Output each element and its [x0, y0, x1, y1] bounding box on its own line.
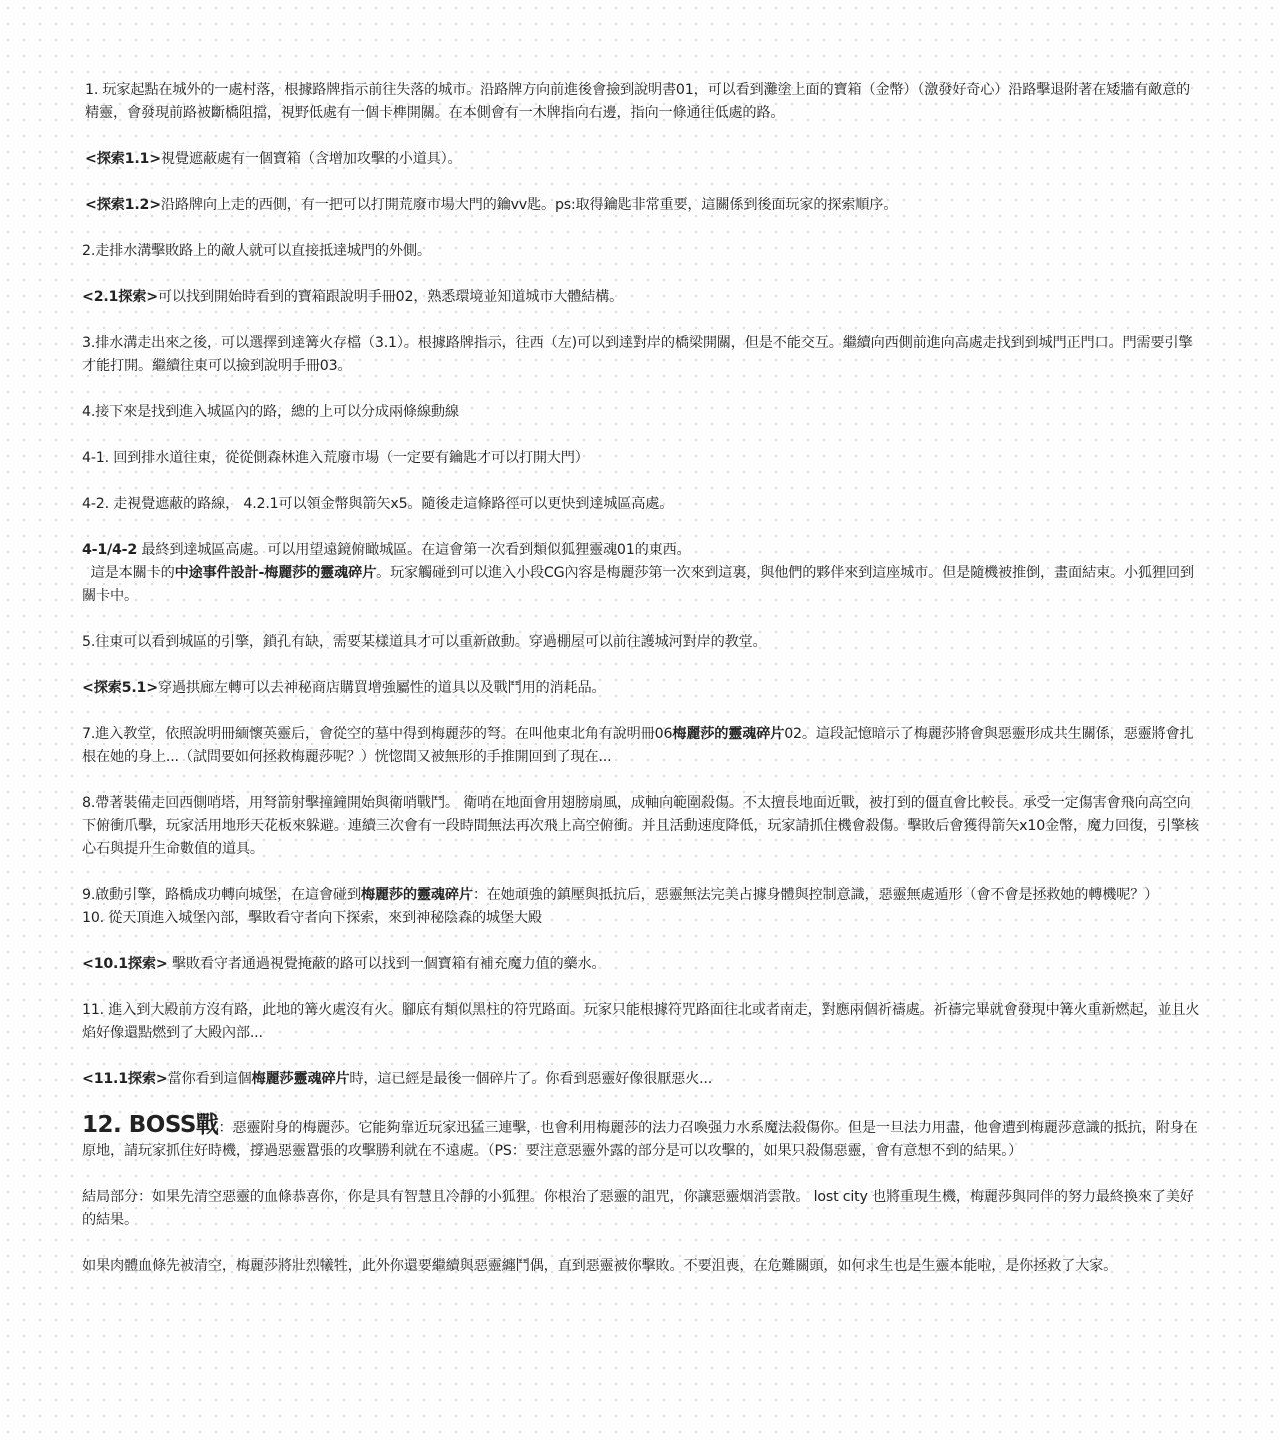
bold-label: <11.1探索> [82, 1071, 168, 1087]
walkthrough-document [82, 79, 1200, 1301]
paragraph-p12 [82, 631, 1200, 654]
bold-label: <探索1.2> [85, 197, 161, 213]
paragraph-p18 [82, 953, 1200, 976]
paragraph-p3 [82, 194, 1200, 217]
paragraph-p22 [82, 1186, 1200, 1232]
text-run: 7.進入教堂，依照說明冊緬懷英靈后，會從空的墓中得到梅麗莎的弩。在叫他東北角有說明冊06 [82, 726, 673, 742]
bold-label: 4-1/4-2 [82, 542, 138, 558]
paragraph-p15 [82, 792, 1200, 861]
paragraph-p10 [82, 539, 1200, 562]
bold-label: 中途事件設計-梅麗莎的靈魂碎片 [174, 565, 377, 581]
bold-label: 梅麗莎的靈魂碎片 [672, 726, 785, 742]
bold-label: <10.1探索> [82, 956, 168, 972]
text-run: 當你看到這個 [167, 1071, 252, 1087]
boss-heading: 12. BOSS戰 [82, 1112, 219, 1138]
text-run: 4.接下來是找到進入城區內的路，總的上可以分成兩條線動線 [82, 404, 459, 420]
text-run: 9.啟動引擎，路橋成功轉向城堡，在這會碰到 [82, 887, 361, 903]
paragraph-p20 [82, 1068, 1200, 1091]
text-run: 。玩家觸碰到可以進入小段CG內容是梅麗莎第一次來到這裏，與他們的夥伴來到這座城市。但是隨機被推倒，畫面結束。小狐狸回到關卡中。 [82, 565, 1194, 604]
text-run: ：惡靈附身的梅麗莎。它能夠靠近玩家迅猛三連擊，也會利用梅麗莎的法力召喚强力水系魔法殺傷你。但是一旦法力用盡，他會遭到梅麗莎意識的抵抗，附身在原地，請玩家抓住好時機，撐過惡靈囂張的攻擊勝利就在不遠處。（PS：要注意惡靈外露的部分是可以攻擊的，如果只殺傷惡靈，會有意想不到的結果。） [82, 1120, 1198, 1159]
paragraph-p4 [82, 240, 1200, 263]
text-run: 8.帶著裝備走回西側哨塔，用弩箭射擊撞鐘開始與衛哨戰鬥。 衛哨在地面會用翅膀扇風，成軸向範圍殺傷。不太擅長地面近戰，被打到的僵直會比較長。承受一定傷害會飛向高空向下俯衝爪擊，玩家活用地形天花板來躲避。連續三次會有一段時間無法再次飛上高空俯衝。并且活動速度降低，玩家請抓住機會殺傷。擊敗后會獲得箭矢x10金幣，魔力回復，引擎核心石與提升生命數值的道具。 [82, 795, 1199, 857]
paragraph-p13 [82, 677, 1200, 700]
text-run: 結局部分：如果先清空惡靈的血條恭喜你，你是具有智慧且冷靜的小狐狸。你根治了惡靈的詛咒，你讓惡靈烟消雲散。 lost city 也將重現生機，梅麗莎與同伴的努力最終換來了美好的結果。 [82, 1189, 1194, 1228]
paragraph-p21 [82, 1114, 1200, 1163]
paragraph-p6 [82, 332, 1200, 378]
text-run: 4-1. 回到排水道往東，從從側森林進入荒廢市場（一定要有鑰匙才可以打開大門） [82, 450, 589, 466]
text-run: 這是本關卡的 [82, 565, 175, 581]
text-run: 5.往東可以看到城區的引擎，鎖孔有缺，需要某樣道具才可以重新啟動。穿過棚屋可以前往護城河對岸的教堂。 [82, 634, 767, 650]
bold-label: <探索5.1> [82, 680, 158, 696]
paragraph-p8 [82, 447, 1200, 470]
paragraph-p9 [82, 493, 1200, 516]
paragraph-p5 [82, 286, 1200, 309]
text-run: 4-2. 走視覺遮蔽的路線， 4.2.1可以領金幣與箭矢x5。隨後走這條路徑可以更快到達城區高處。 [82, 496, 674, 512]
text-run: 3.排水溝走出來之後，可以選擇到達篝火存檔（3.1）。根據路牌指示，往西（左)可以到達對岸的橋梁開關，但是不能交互。繼續向西側前進向高處走找到到城門正門口。門需要引擎才能打開。繼續往東可以撿到說明手冊03。 [82, 335, 1193, 374]
text-run: 最終到達城區高處。可以用望遠鏡俯瞰城區。在這會第一次看到類似狐狸靈魂01的東西。 [137, 542, 691, 558]
paragraph-p23 [82, 1255, 1200, 1278]
text-run: 11. 進入到大殿前方沒有路，此地的篝火處沒有火。腳底有類似黑柱的符咒路面。玩家只能根據符咒路面往北或者南走，對應兩個祈禱處。祈禱完畢就會發現中篝火重新燃起，並且火焰好像還點燃到了大殿內部... [82, 1002, 1200, 1041]
text-run: 可以找到開始時看到的寶箱跟說明手冊02，熟悉環境並知道城市大體結構。 [157, 289, 624, 305]
text-run: 視覺遮蔽處有一個寶箱（含增加攻擊的小道具）。 [160, 151, 462, 167]
bold-label: <2.1探索> [82, 289, 158, 305]
text-run: 02。這段記憶暗示了梅麗莎將會與惡靈形成共生關係，惡靈將會扎根在她的身上...（試問要如何拯救梅麗莎呢？）恍惚間又被無形的手推開回到了現在... [82, 726, 1194, 765]
text-run: 10. 從天頂進入城堡內部，擊敗看守者向下探索，來到神秘陰森的城堡大殿 [82, 910, 542, 926]
bold-label: <探索1.1> [85, 151, 161, 167]
text-run: 時，這已經是最後一個碎片了。你看到惡靈好像很厭惡火... [349, 1071, 713, 1087]
text-run: 1. 玩家起點在城外的一處村落，根據路牌指示前往失落的城市。沿路牌方向前進後會撿到說明書01，可以看到灘塗上面的寶箱（金幣）（激發好奇心）沿路擊退附著在矮牆有敵意的精靈，會發現前路被斷橋阻擋，視野低處有一個卡榫開關。在本側會有一木牌指向右邊，指向一條通往低處的路。 [85, 82, 1191, 121]
paragraph-p14 [82, 723, 1200, 769]
text-run: 穿過拱廊左轉可以去神秘商店購買增強屬性的道具以及戰鬥用的消耗品。 [157, 680, 606, 696]
text-run: 擊敗看守者通過視覺掩蔽的路可以找到一個寶箱有補充魔力值的藥水。 [167, 956, 606, 972]
bold-label: 梅麗莎的靈魂碎片 [360, 887, 473, 903]
text-run: ：在她頑強的鎮壓與抵抗后，惡靈無法完美占據身體與控制意識，惡靈無處遁形（會不會是拯救她的轉機呢？） [472, 887, 1159, 903]
bold-label: 梅麗莎靈魂碎片 [251, 1071, 350, 1087]
text-run: 沿路牌向上走的西側，有一把可以打開荒廢市場大門的鑰vv匙。ps:取得鑰匙非常重要，這關係到後面玩家的探索順序。 [160, 197, 898, 213]
paragraph-p11 [82, 562, 1200, 608]
text-run: 如果肉體血條先被清空，梅麗莎將壯烈犧牲，此外你還要繼續與惡靈纏鬥偶，直到惡靈被你擊敗。不要沮喪，在危難關頭，如何求生也是生靈本能啦，是你拯救了大家。 [82, 1258, 1118, 1274]
text-run: 2.走排水溝擊敗路上的敵人就可以直接抵達城門的外側。 [82, 243, 431, 259]
paragraph-p19 [82, 999, 1200, 1045]
paragraph-p7 [82, 401, 1200, 424]
paragraph-p17 [82, 907, 1200, 930]
paragraph-p2 [82, 148, 1200, 171]
paragraph-p1 [82, 79, 1200, 125]
paragraph-p16 [82, 884, 1200, 907]
